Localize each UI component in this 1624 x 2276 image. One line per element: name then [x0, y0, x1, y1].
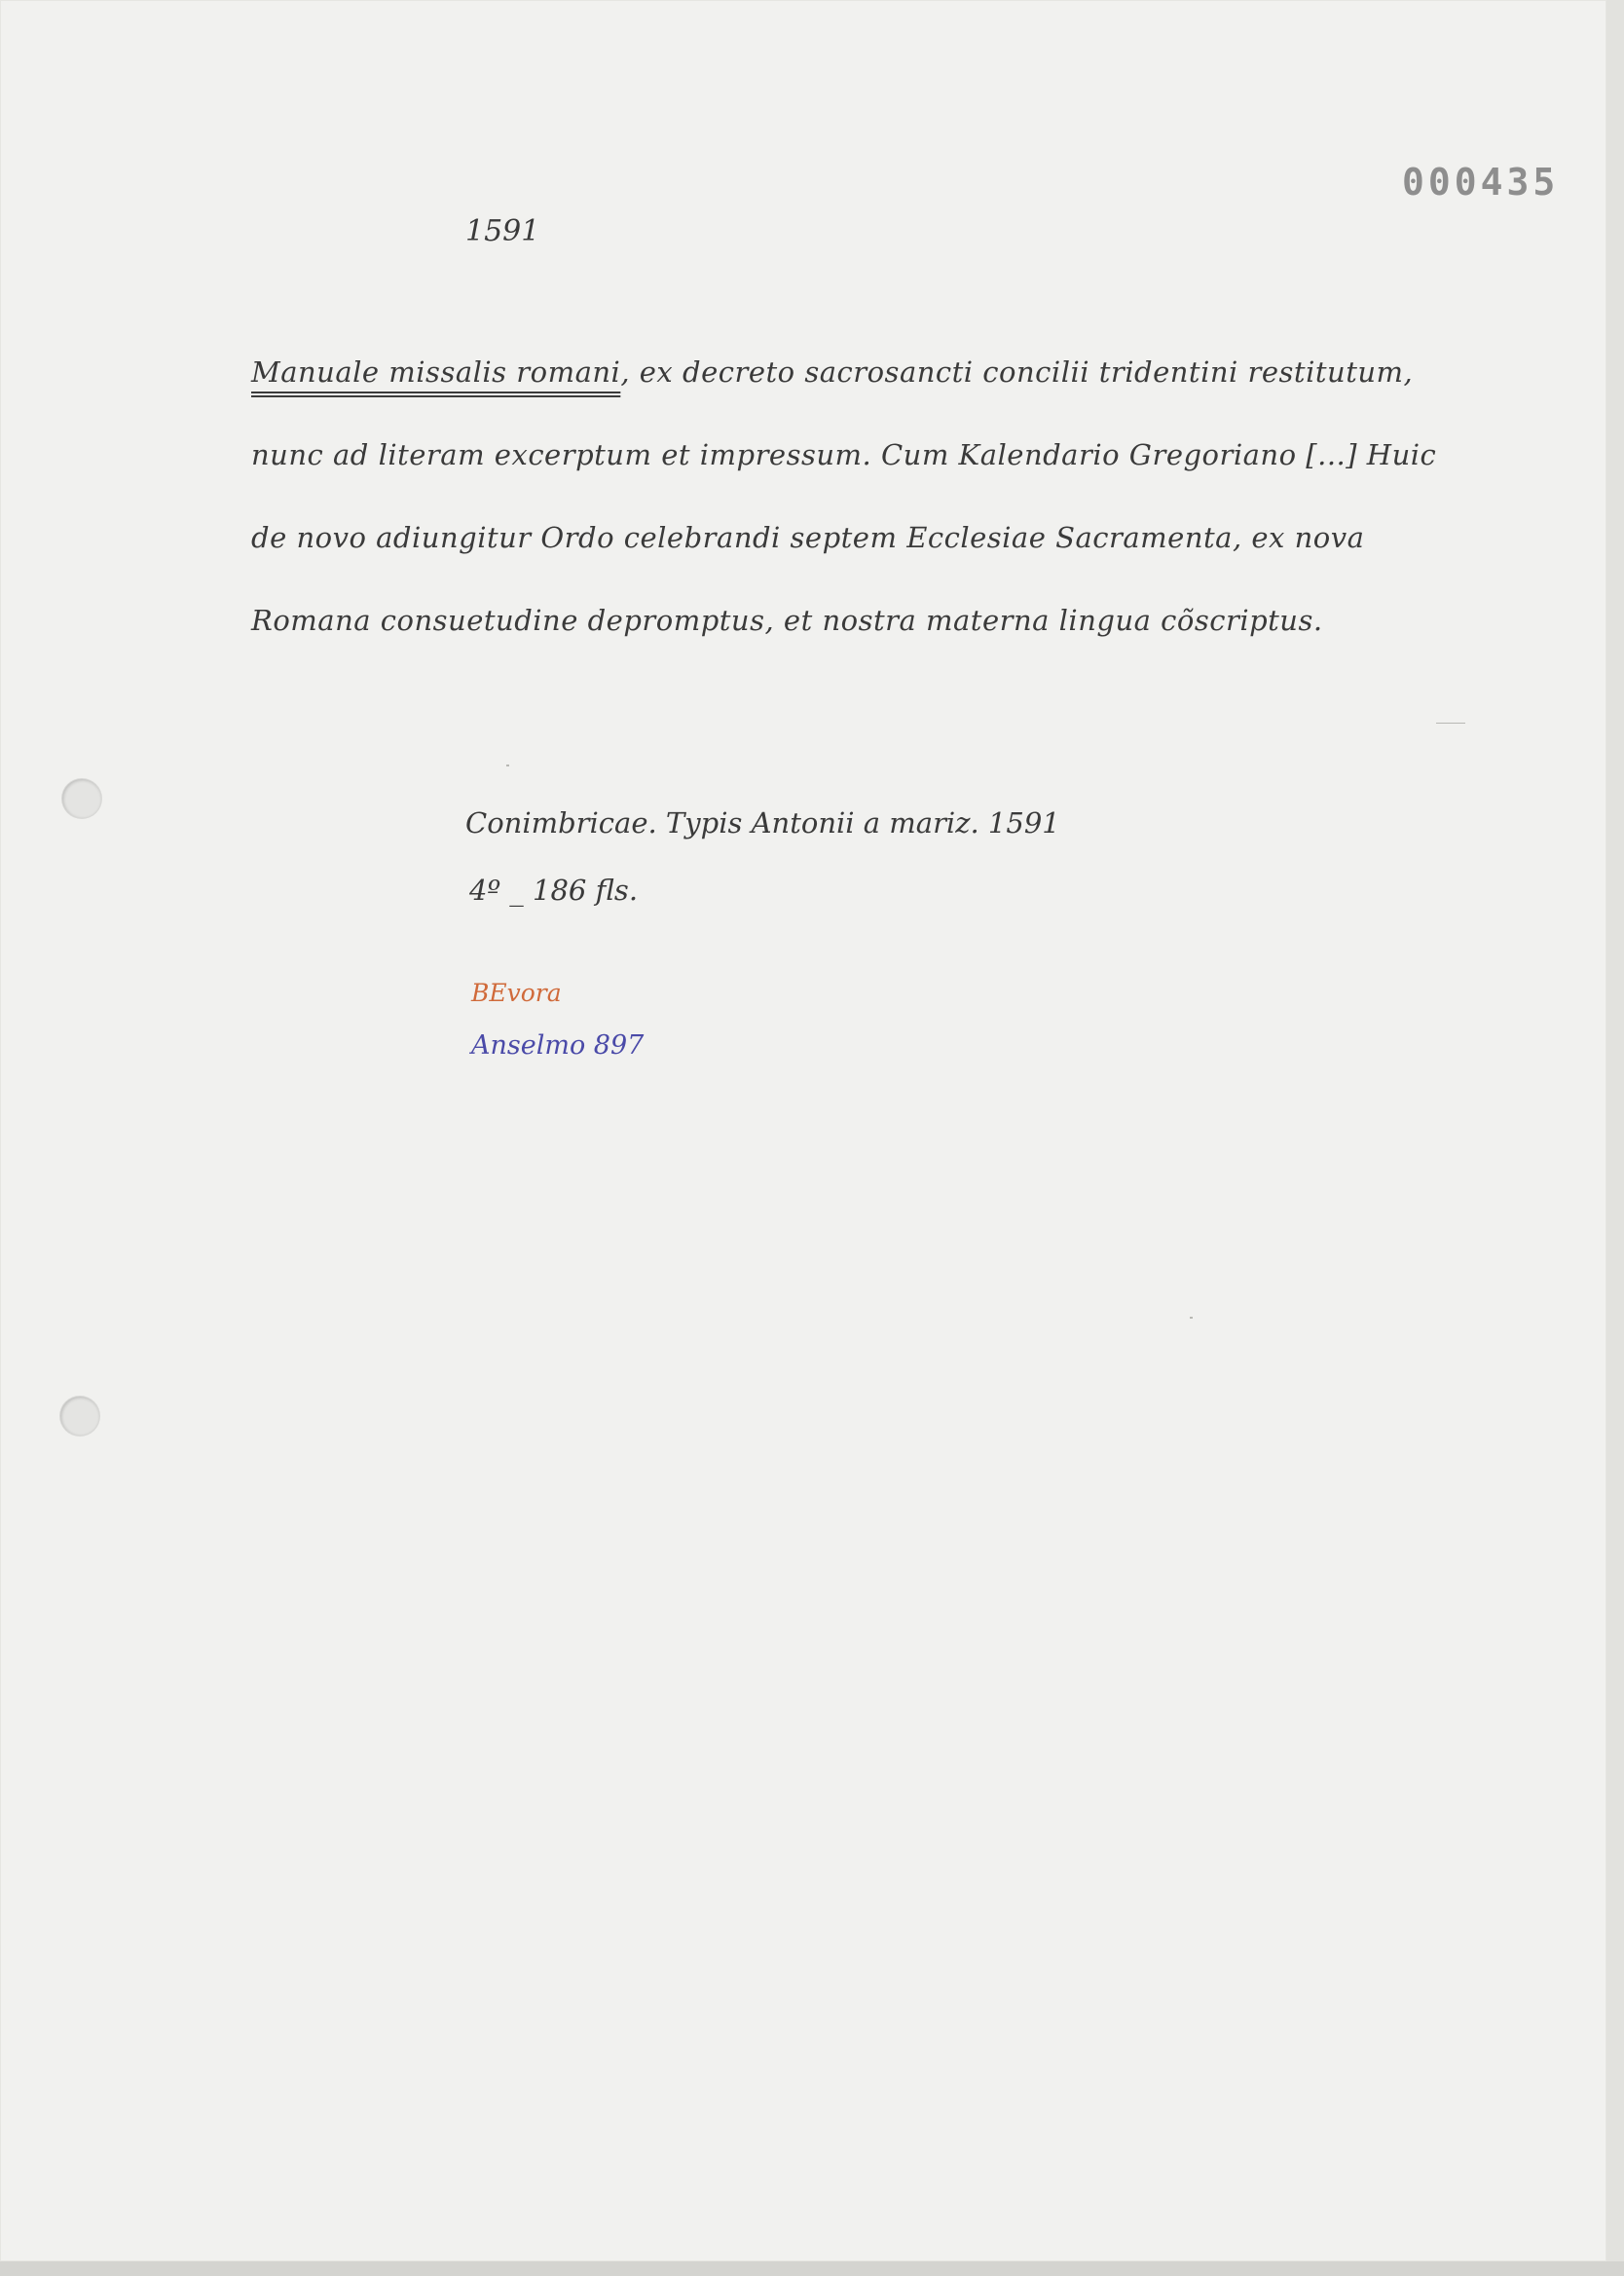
paper-speck [1190, 1317, 1193, 1319]
library-location: BEvora [471, 979, 562, 1007]
paper-mark [1436, 723, 1465, 724]
scan-edge-right [1606, 0, 1624, 2276]
punch-hole-top [62, 779, 101, 818]
paper-speck [506, 765, 509, 766]
record-year: 1591 [465, 214, 540, 248]
record-description-block [251, 331, 1449, 662]
scan-edge-bottom [0, 2261, 1624, 2276]
record-description: , ex decreto sacrosancti concilii tridentini restitutum, nunc ad literam excerptum et impressum. Cum Kalendario Gregoriano [...] Huic de novo adiungitur Ordo celebrandi septem Ecclesiae Sacramenta, ex nova Romana consuetudine depromptus, et nostra materna lingua cõscriptus. [251, 355, 1437, 637]
record-number-stamp: 000435 [1402, 161, 1560, 204]
bibliographic-reference: Anselmo 897 [471, 1030, 645, 1061]
punch-hole-bottom [60, 1397, 99, 1436]
record-title: Manuale missalis romani [251, 355, 621, 389]
record-extent: 4º _ 186 fls. [469, 874, 639, 907]
record-imprint: Conimbricae. Typis Antonii a mariz. 1591 [465, 806, 1060, 840]
